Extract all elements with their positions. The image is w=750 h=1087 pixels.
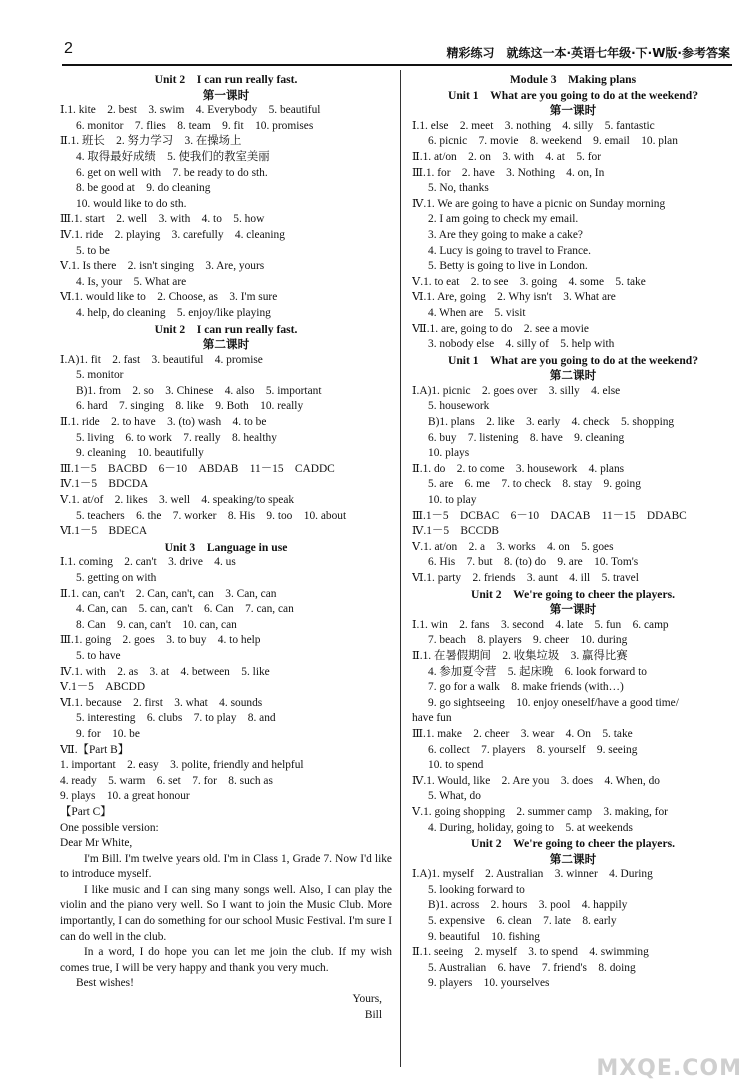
answer-line: 7. go for a walk 8. make friends (with…): [428, 681, 624, 694]
lesson-title: 第一课时: [549, 103, 597, 118]
section-title: Unit 1 What are you going to do at the weekend?: [447, 353, 699, 367]
answer-line: 7. beach 8. players 9. cheer 10. during: [428, 634, 628, 647]
answer-line: Ⅴ.1. at/on 2. a 3. works 4. on 5. goes: [412, 540, 614, 553]
answer-line: 5. monitor: [76, 369, 124, 382]
answer-line: 9. cleaning 10. beautifully: [76, 447, 204, 460]
answer-line: 4. When are 5. visit: [428, 306, 526, 319]
answer-line: 4. Can, can 5. can, can't 6. Can 7. can, can: [76, 603, 294, 616]
answer-line: Ⅵ.1. would like to 2. Choose, as 3. I'm sure: [60, 291, 278, 304]
header-rule: [62, 64, 732, 66]
answer-line: 5. to have: [76, 649, 121, 662]
answer-line: Ⅰ.A)1. fit 2. fast 3. beautiful 4. promise: [60, 353, 263, 366]
answer-line: Ⅲ.1. for 2. have 3. Nothing 4. on, In: [412, 166, 605, 179]
letter-closing: Best wishes!: [76, 977, 134, 990]
answer-line: Ⅳ.1－5 BCCDB: [412, 525, 500, 538]
answer-line: Ⅰ.1. win 2. fans 3. second 4. late 5. fun 6. camp: [412, 618, 669, 631]
section-title: Unit 2 We're going to cheer the players.: [470, 587, 676, 601]
header-title: 精彩练习 就练这一本·英语七年级·下·W版·参考答案: [446, 46, 730, 60]
answer-line: Ⅲ.1. make 2. cheer 3. wear 4. On 5. take: [412, 727, 633, 740]
answer-line: 4. Lucy is going to travel to France.: [428, 244, 591, 257]
lesson-title: 第二课时: [549, 851, 597, 866]
answer-line: B)1. across 2. hours 3. pool 4. happily: [428, 899, 628, 912]
answer-line: Ⅵ.1. party 2. friends 3. aunt 4. ill 5. travel: [412, 572, 639, 584]
answer-line: Ⅰ.1. coming 2. can't 3. drive 4. us: [60, 556, 236, 569]
page-header: [0, 0, 750, 62]
right-column: [412, 72, 734, 1067]
section-title: Unit 3 Language in use: [164, 540, 288, 554]
answer-line: 5. Australian 6. have 7. friend's 8. doing: [428, 961, 636, 974]
answer-line: 9. go sightseeing 10. enjoy oneself/have a good time/: [428, 696, 679, 709]
answer-line: 9. plays 10. a great honour: [60, 790, 190, 803]
answer-line: Ⅰ.A)1. myself 2. Australian 3. winner 4. During: [412, 868, 653, 881]
answer-line: 6. His 7. but 8. (to) do 9. are 10. Tom's: [428, 556, 639, 569]
answer-line: 9. players 10. yourselves: [428, 977, 550, 990]
answer-line: 4. 参加夏令营 5. 起床晚 6. look forward to: [428, 665, 647, 678]
answer-line: Ⅳ.1. Would, like 2. Are you 3. does 4. When, do: [412, 774, 660, 787]
answer-line: Ⅴ.1－5 ABCDD: [60, 681, 146, 694]
answer-line: 6. get on well with 7. be ready to do sth.: [76, 166, 268, 179]
answer-line: 5. looking forward to: [428, 883, 525, 896]
answer-line: B)1. plans 2. like 3. early 4. check 5. shopping: [428, 416, 675, 429]
answer-line: 5. interesting 6. clubs 7. to play 8. and: [76, 712, 276, 725]
answer-line: Ⅵ.1－5 BDECA: [60, 525, 148, 538]
section-title: Unit 2 We're going to cheer the players.: [470, 837, 676, 851]
answer-line: 4. help, do cleaning 5. enjoy/like playing: [76, 306, 271, 319]
answer-line: 2. I am going to check my email.: [428, 213, 579, 226]
answer-line: 8. be good at 9. do cleaning: [76, 182, 211, 195]
answer-line: 4. 取得最好成绩 5. 使我们的教室美丽: [76, 150, 270, 163]
answer-line: Ⅱ.1. at/on 2. on 3. with 4. at 5. for: [412, 150, 602, 163]
answer-line: Ⅲ.1. start 2. well 3. with 4. to 5. how: [60, 213, 265, 226]
answer-line: 8. Can 9. can, can't 10. can, can: [76, 618, 237, 631]
column-divider: [400, 70, 401, 1067]
answer-line: Ⅵ.1. Are, going 2. Why isn't 3. What are: [412, 291, 616, 304]
answer-line: 6. picnic 7. movie 8. weekend 9. email 10. plan: [428, 135, 678, 148]
answer-line: 5. getting on with: [76, 572, 157, 584]
answer-line: Ⅰ.1. kite 2. best 3. swim 4. Everybody 5. beautiful: [60, 104, 321, 117]
answer-line: 4. Is, your 5. What are: [76, 275, 187, 288]
answer-line: have fun: [412, 712, 452, 725]
answer-line: Ⅵ.1. because 2. first 3. what 4. sounds: [60, 696, 263, 709]
answer-line: One possible version:: [60, 821, 159, 834]
answer-line: Ⅳ.1. with 2. as 3. at 4. between 5. like: [60, 665, 270, 678]
section-title: Unit 1 What are you going to do at the weekend?: [447, 88, 699, 102]
answer-line: 6. monitor 7. flies 8. team 9. fit 10. promises: [76, 119, 314, 132]
letter-signoff: Yours,: [352, 993, 382, 1006]
answer-line: 10. to play: [428, 494, 477, 507]
answer-line: Ⅱ.1. ride 2. to have 3. (to) wash 4. to be: [60, 416, 267, 429]
section-title: Unit 2 I can run really fast.: [154, 73, 298, 86]
answer-line: Ⅱ.1. can, can't 2. Can, can't, can 3. Can, can: [60, 587, 277, 600]
answer-line: 5. teachers 6. the 7. worker 8. His 9. too 10. about: [76, 509, 347, 522]
answer-line: 4. During, holiday, going to 5. at weekends: [428, 821, 633, 834]
answer-line: 9. beautiful 10. fishing: [428, 930, 540, 943]
answer-line: Ⅶ.【Part B】: [60, 743, 130, 756]
answer-line: Ⅱ.1. do 2. to come 3. housework 4. plans: [412, 462, 625, 475]
answer-line: 10. plays: [428, 447, 470, 460]
letter-paragraph: In a word, I do hope you can let me join the club. If my wish comes true, I will be very happy and thank you very much.: [60, 946, 392, 974]
answer-line: Ⅰ.A)1. picnic 2. goes over 3. silly 4. else: [412, 384, 621, 397]
answer-line: Ⅲ.1－5 DCBAC 6－10 DACAB 11－15 DDABC: [412, 509, 687, 522]
answer-line: 【Part C】: [60, 805, 112, 818]
answer-line: 3. nobody else 4. silly of 5. help with: [428, 338, 615, 351]
answer-line: 1. important 2. easy 3. polite, friendly and helpful: [60, 759, 304, 772]
answer-line: 3. Are they going to make a cake?: [428, 228, 583, 241]
lesson-title: 第一课时: [202, 87, 250, 102]
answer-line: 10. would like to do sth.: [76, 197, 187, 210]
answer-line: Ⅳ.1. ride 2. playing 3. carefully 4. cleaning: [60, 228, 285, 241]
answer-line: Ⅱ.1. 在暑假期间 2. 收集垃圾 3. 赢得比赛: [412, 649, 628, 662]
answer-line: 5. No, thanks: [428, 182, 489, 195]
page-number: 2: [64, 40, 73, 57]
answer-line: Dear Mr White,: [60, 837, 133, 850]
answer-line: Ⅲ.1－5 BACBD 6－10 ABDAB 11－15 CADDC: [60, 462, 335, 475]
section-title: Unit 2 I can run really fast.: [154, 322, 298, 336]
answer-line: Ⅱ.1. 班长 2. 努力学习 3. 在操场上: [60, 135, 242, 148]
answer-line: 5. living 6. to work 7. really 8. healthy: [76, 431, 277, 444]
answer-line: Ⅶ.1. are, going to do 2. see a movie: [412, 322, 589, 335]
answer-line: Ⅴ.1. Is there 2. isn't singing 3. Are, yours: [60, 260, 265, 273]
left-column: [60, 72, 392, 1067]
section-title: Module 3 Making plans: [509, 73, 637, 86]
answer-line: Ⅲ.1. going 2. goes 3. to buy 4. to help: [60, 634, 261, 647]
letter-paragraph: I like music and I can sing many songs well. Also, I can play the violin and the piano very well. So I want to join the Music Club. More importantly, I can do something for our school Music Festival. I'm sure I can do well in the club.: [60, 883, 392, 943]
answer-line: Ⅱ.1. seeing 2. myself 3. to spend 4. swimming: [412, 946, 649, 959]
answer-line: Ⅳ.1. We are going to have a picnic on Sunday morning: [412, 197, 666, 210]
answer-line: 4. ready 5. warm 6. set 7. for 8. such as: [60, 774, 273, 787]
letter-signoff: Bill: [364, 1008, 382, 1021]
answer-line: 5. expensive 6. clean 7. late 8. early: [428, 915, 617, 928]
lesson-title: 第二课时: [549, 368, 597, 383]
answer-line: Ⅰ.1. else 2. meet 3. nothing 4. silly 5. fantastic: [412, 119, 655, 132]
answer-line: 9. for 10. be: [76, 727, 140, 740]
answer-line: 6. hard 7. singing 8. like 9. Both 10. really: [76, 400, 304, 413]
answer-line: 5. to be: [76, 244, 110, 257]
answer-line: B)1. from 2. so 3. Chinese 4. also 5. important: [76, 384, 322, 397]
answer-line: 6. buy 7. listening 8. have 9. cleaning: [428, 431, 625, 444]
answer-line: 6. collect 7. players 8. yourself 9. seeing: [428, 743, 638, 756]
lesson-title: 第二课时: [202, 337, 250, 352]
answer-line: 5. housework: [428, 400, 490, 413]
answer-line: Ⅴ.1. at/of 2. likes 3. well 4. speaking/to speak: [60, 494, 295, 507]
answer-line: 5. are 6. me 7. to check 8. stay 9. going: [428, 478, 641, 491]
answer-line: 10. to spend: [428, 759, 484, 772]
answer-line: Ⅴ.1. going shopping 2. summer camp 3. making, for: [412, 805, 668, 818]
answer-line: 5. Betty is going to live in London.: [428, 260, 588, 273]
answer-line: Ⅴ.1. to eat 2. to see 3. going 4. some 5. take: [412, 275, 646, 288]
answer-line: 5. What, do: [428, 790, 481, 803]
letter-paragraph: I'm Bill. I'm twelve years old. I'm in Class 1, Grade 7. Now I'd like to introduce myself.: [60, 852, 392, 881]
watermark-logo: MXQE.COM: [596, 1056, 742, 1081]
answer-line: Ⅳ.1－5 BDCDA: [60, 478, 149, 491]
lesson-title: 第一课时: [549, 602, 597, 617]
